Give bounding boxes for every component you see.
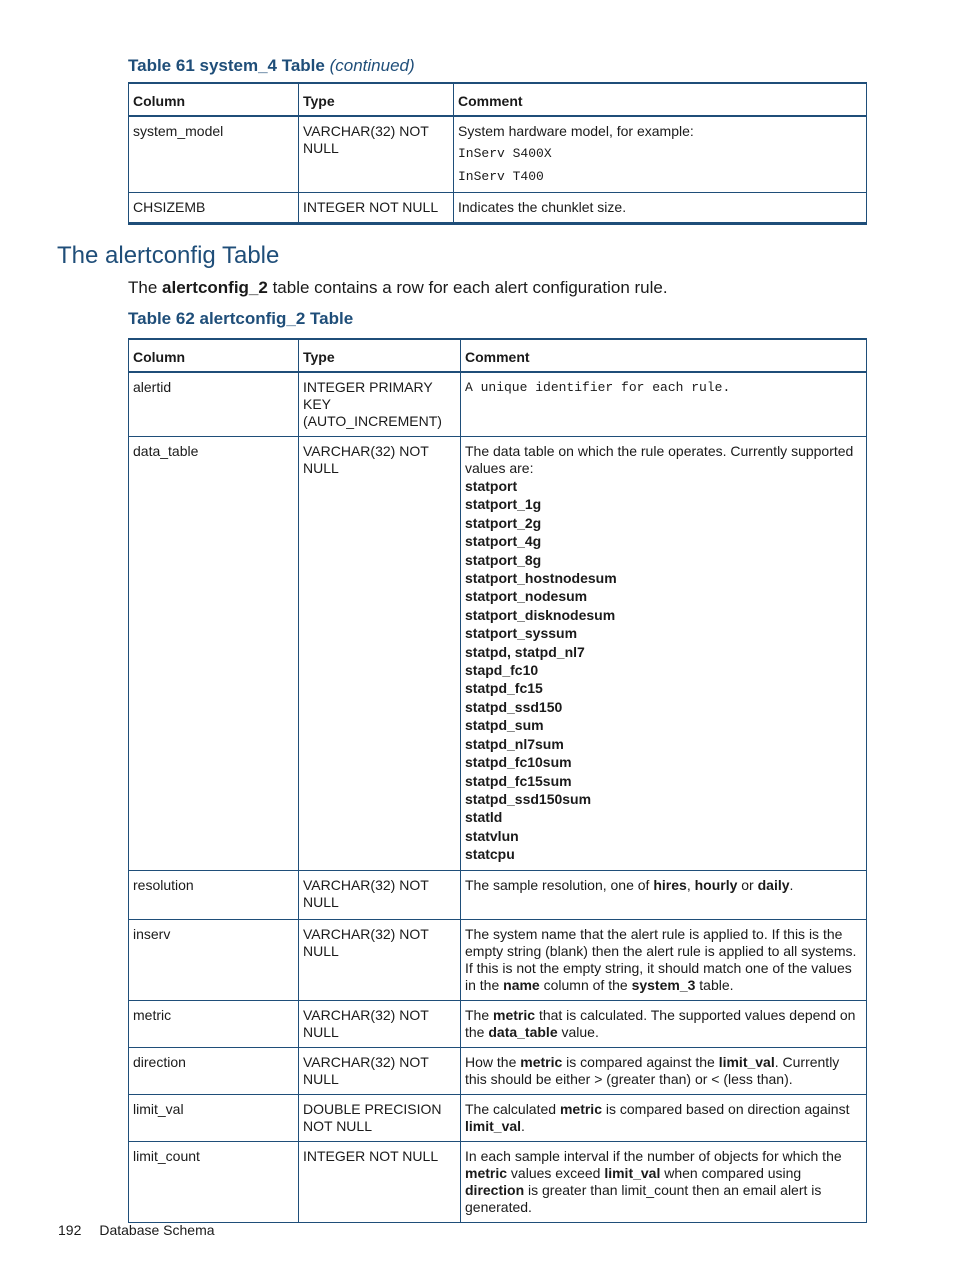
value-item: statpd_sum xyxy=(465,717,544,734)
cell-column: CHSIZEMB xyxy=(129,193,299,224)
cell-type: INTEGER NOT NULL xyxy=(299,1141,461,1222)
cell-comment: Indicates the chunklet size. xyxy=(454,193,867,224)
header-comment: Comment xyxy=(454,83,867,116)
value-item: statport_disknodesum xyxy=(465,606,616,623)
comment-keyword: hires xyxy=(653,876,687,893)
cell-comment xyxy=(461,919,867,1000)
cell-comment xyxy=(461,1141,867,1222)
table-row xyxy=(129,1141,867,1222)
value-item: statpd_fc15 xyxy=(465,680,543,697)
intro-text: The xyxy=(128,278,158,297)
value-item: statport_8g xyxy=(465,551,542,568)
comment-keyword: hourly xyxy=(694,876,738,893)
intro-text: table contains a row for each alert configuration rule. xyxy=(272,278,668,297)
header-column: Column xyxy=(129,339,299,372)
cell-type: VARCHAR(32) NOT NULL xyxy=(299,870,461,919)
value-list xyxy=(465,477,862,864)
comment-text: is greater than limit_count then an email alert is generated. xyxy=(465,1181,822,1215)
header-type: Type xyxy=(299,339,461,372)
value-item: statport_1g xyxy=(465,496,542,513)
header-column: Column xyxy=(129,83,299,116)
table-row xyxy=(129,1000,867,1047)
cell-column: resolution xyxy=(129,870,299,919)
value-item: statpd_ssd150 xyxy=(465,698,563,715)
value-item: statpd_nl7sum xyxy=(465,735,564,752)
cell-type: DOUBLE PRECISION NOT NULL xyxy=(299,1094,461,1141)
comment-text: . xyxy=(789,876,794,893)
comment-text: . Currently this should be either > (greater than) or < (less than). xyxy=(465,1053,840,1087)
comment-text: that is calculated. The supported values depend on the xyxy=(465,1006,856,1040)
cell-type: INTEGER PRIMARY KEY (AUTO_INCREMENT) xyxy=(299,372,461,437)
comment-keyword: metric xyxy=(520,1053,563,1070)
table-row xyxy=(129,1047,867,1094)
code-example: InServ T400 xyxy=(458,169,544,184)
comment-text: The sample resolution, one of xyxy=(465,876,650,893)
value-item: statport xyxy=(465,478,518,494)
cell-comment xyxy=(454,116,867,193)
table-row xyxy=(129,372,867,437)
comment-text: . xyxy=(521,1117,525,1134)
comment-keyword: limit_val xyxy=(465,1117,522,1134)
value-item: statvlun xyxy=(465,827,519,844)
value-item: statport_4g xyxy=(465,533,542,550)
section-heading: The alertconfig Table xyxy=(57,242,280,269)
cell-column: inserv xyxy=(129,919,299,1000)
cell-type: VARCHAR(32) NOT NULL xyxy=(299,116,454,193)
header-comment: Comment xyxy=(461,339,867,372)
cell-type: VARCHAR(32) NOT NULL xyxy=(299,1000,461,1047)
comment-keyword: direction xyxy=(465,1181,525,1198)
cell-type: VARCHAR(32) NOT NULL xyxy=(299,1047,461,1094)
comment-text: The xyxy=(465,1006,490,1023)
comment-keyword: system_3 xyxy=(631,976,696,993)
comment-text: or xyxy=(741,876,754,893)
comment-keyword: limit_val xyxy=(718,1053,775,1070)
comment-text: The data table on which the rule operates. Currently supported values are: xyxy=(465,443,854,476)
comment-keyword: metric xyxy=(493,1006,536,1023)
value-item: statpd_fc15sum xyxy=(465,772,572,789)
comment-text: The system name that the alert rule is applied to. If this is the empty string (blank) then the alert rule is applied to all systems. If this is not the empty string, it should match one of the values in the xyxy=(465,925,857,993)
comment-text: In each sample interval if the number of objects for which the xyxy=(465,1147,842,1164)
cell-comment xyxy=(461,870,867,919)
table-61-caption-text: Table 61 system_4 Table xyxy=(128,56,325,75)
intro-table-name: alertconfig_2 xyxy=(162,278,268,297)
value-item: statpd, statpd_nl7 xyxy=(465,643,585,660)
table-row xyxy=(129,919,867,1000)
comment-text: column of the xyxy=(543,976,628,993)
table-header-row xyxy=(129,339,867,372)
value-item: statport_nodesum xyxy=(465,588,588,605)
cell-type: INTEGER NOT NULL xyxy=(299,193,454,224)
page-footer xyxy=(58,1222,215,1238)
value-item: statport_syssum xyxy=(465,625,578,642)
comment-text: System hardware model, for example: xyxy=(458,123,694,139)
table-61-caption xyxy=(128,56,415,76)
cell-comment xyxy=(461,1047,867,1094)
comment-keyword: metric xyxy=(559,1100,602,1117)
comment-text: table. xyxy=(699,976,734,993)
cell-column: limit_val xyxy=(129,1094,299,1141)
table-61 xyxy=(128,82,867,225)
comment-text: The calculated xyxy=(465,1100,557,1117)
code-example: InServ S400X xyxy=(458,146,552,161)
value-item: statport_hostnodesum xyxy=(465,570,617,587)
value-item: statld xyxy=(465,809,503,826)
table-62 xyxy=(128,338,867,1223)
table-62-caption: Table 62 alertconfig_2 Table xyxy=(128,309,354,328)
header-type: Type xyxy=(299,83,454,116)
comment-text: is compared based on direction against xyxy=(605,1100,850,1117)
comment-text: , xyxy=(686,876,691,893)
table-row xyxy=(129,437,867,871)
footer-section-title: Database Schema xyxy=(99,1222,215,1238)
comment-text: value. xyxy=(561,1023,599,1040)
comment-keyword: limit_val xyxy=(604,1164,661,1181)
comment-text: when compared using xyxy=(664,1164,802,1181)
table-row xyxy=(129,1094,867,1141)
code-comment: A unique identifier for each rule. xyxy=(465,380,731,395)
cell-column: direction xyxy=(129,1047,299,1094)
table-row xyxy=(129,116,867,193)
page-number: 192 xyxy=(58,1222,82,1238)
cell-type: VARCHAR(32) NOT NULL xyxy=(299,919,461,1000)
comment-text: values exceed xyxy=(510,1164,601,1181)
table-row xyxy=(129,193,867,224)
cell-comment xyxy=(461,1000,867,1047)
table-header-row xyxy=(129,83,867,116)
value-item: statpd_ssd150sum xyxy=(465,790,592,807)
cell-type: VARCHAR(32) NOT NULL xyxy=(299,437,461,871)
cell-column: alertid xyxy=(129,372,299,437)
cell-column: system_model xyxy=(129,116,299,193)
cell-comment xyxy=(461,437,867,871)
cell-column: data_table xyxy=(129,437,299,871)
comment-text: is compared against the xyxy=(566,1053,715,1070)
cell-column: limit_count xyxy=(129,1141,299,1222)
table-61-caption-suffix: (continued) xyxy=(329,56,415,75)
comment-keyword: metric xyxy=(465,1164,508,1181)
comment-keyword: daily xyxy=(757,876,790,893)
comment-keyword: data_table xyxy=(488,1023,558,1040)
cell-column: metric xyxy=(129,1000,299,1047)
cell-comment xyxy=(461,1094,867,1141)
cell-comment xyxy=(461,372,867,437)
intro-paragraph xyxy=(128,278,668,298)
value-item: stapd_fc10 xyxy=(465,662,539,679)
value-item: statport_2g xyxy=(465,514,542,531)
table-row xyxy=(129,870,867,919)
value-item: statcpu xyxy=(465,846,515,863)
comment-keyword: name xyxy=(503,976,540,993)
comment-text: How the xyxy=(465,1053,517,1070)
value-item: statpd_fc10sum xyxy=(465,754,572,771)
